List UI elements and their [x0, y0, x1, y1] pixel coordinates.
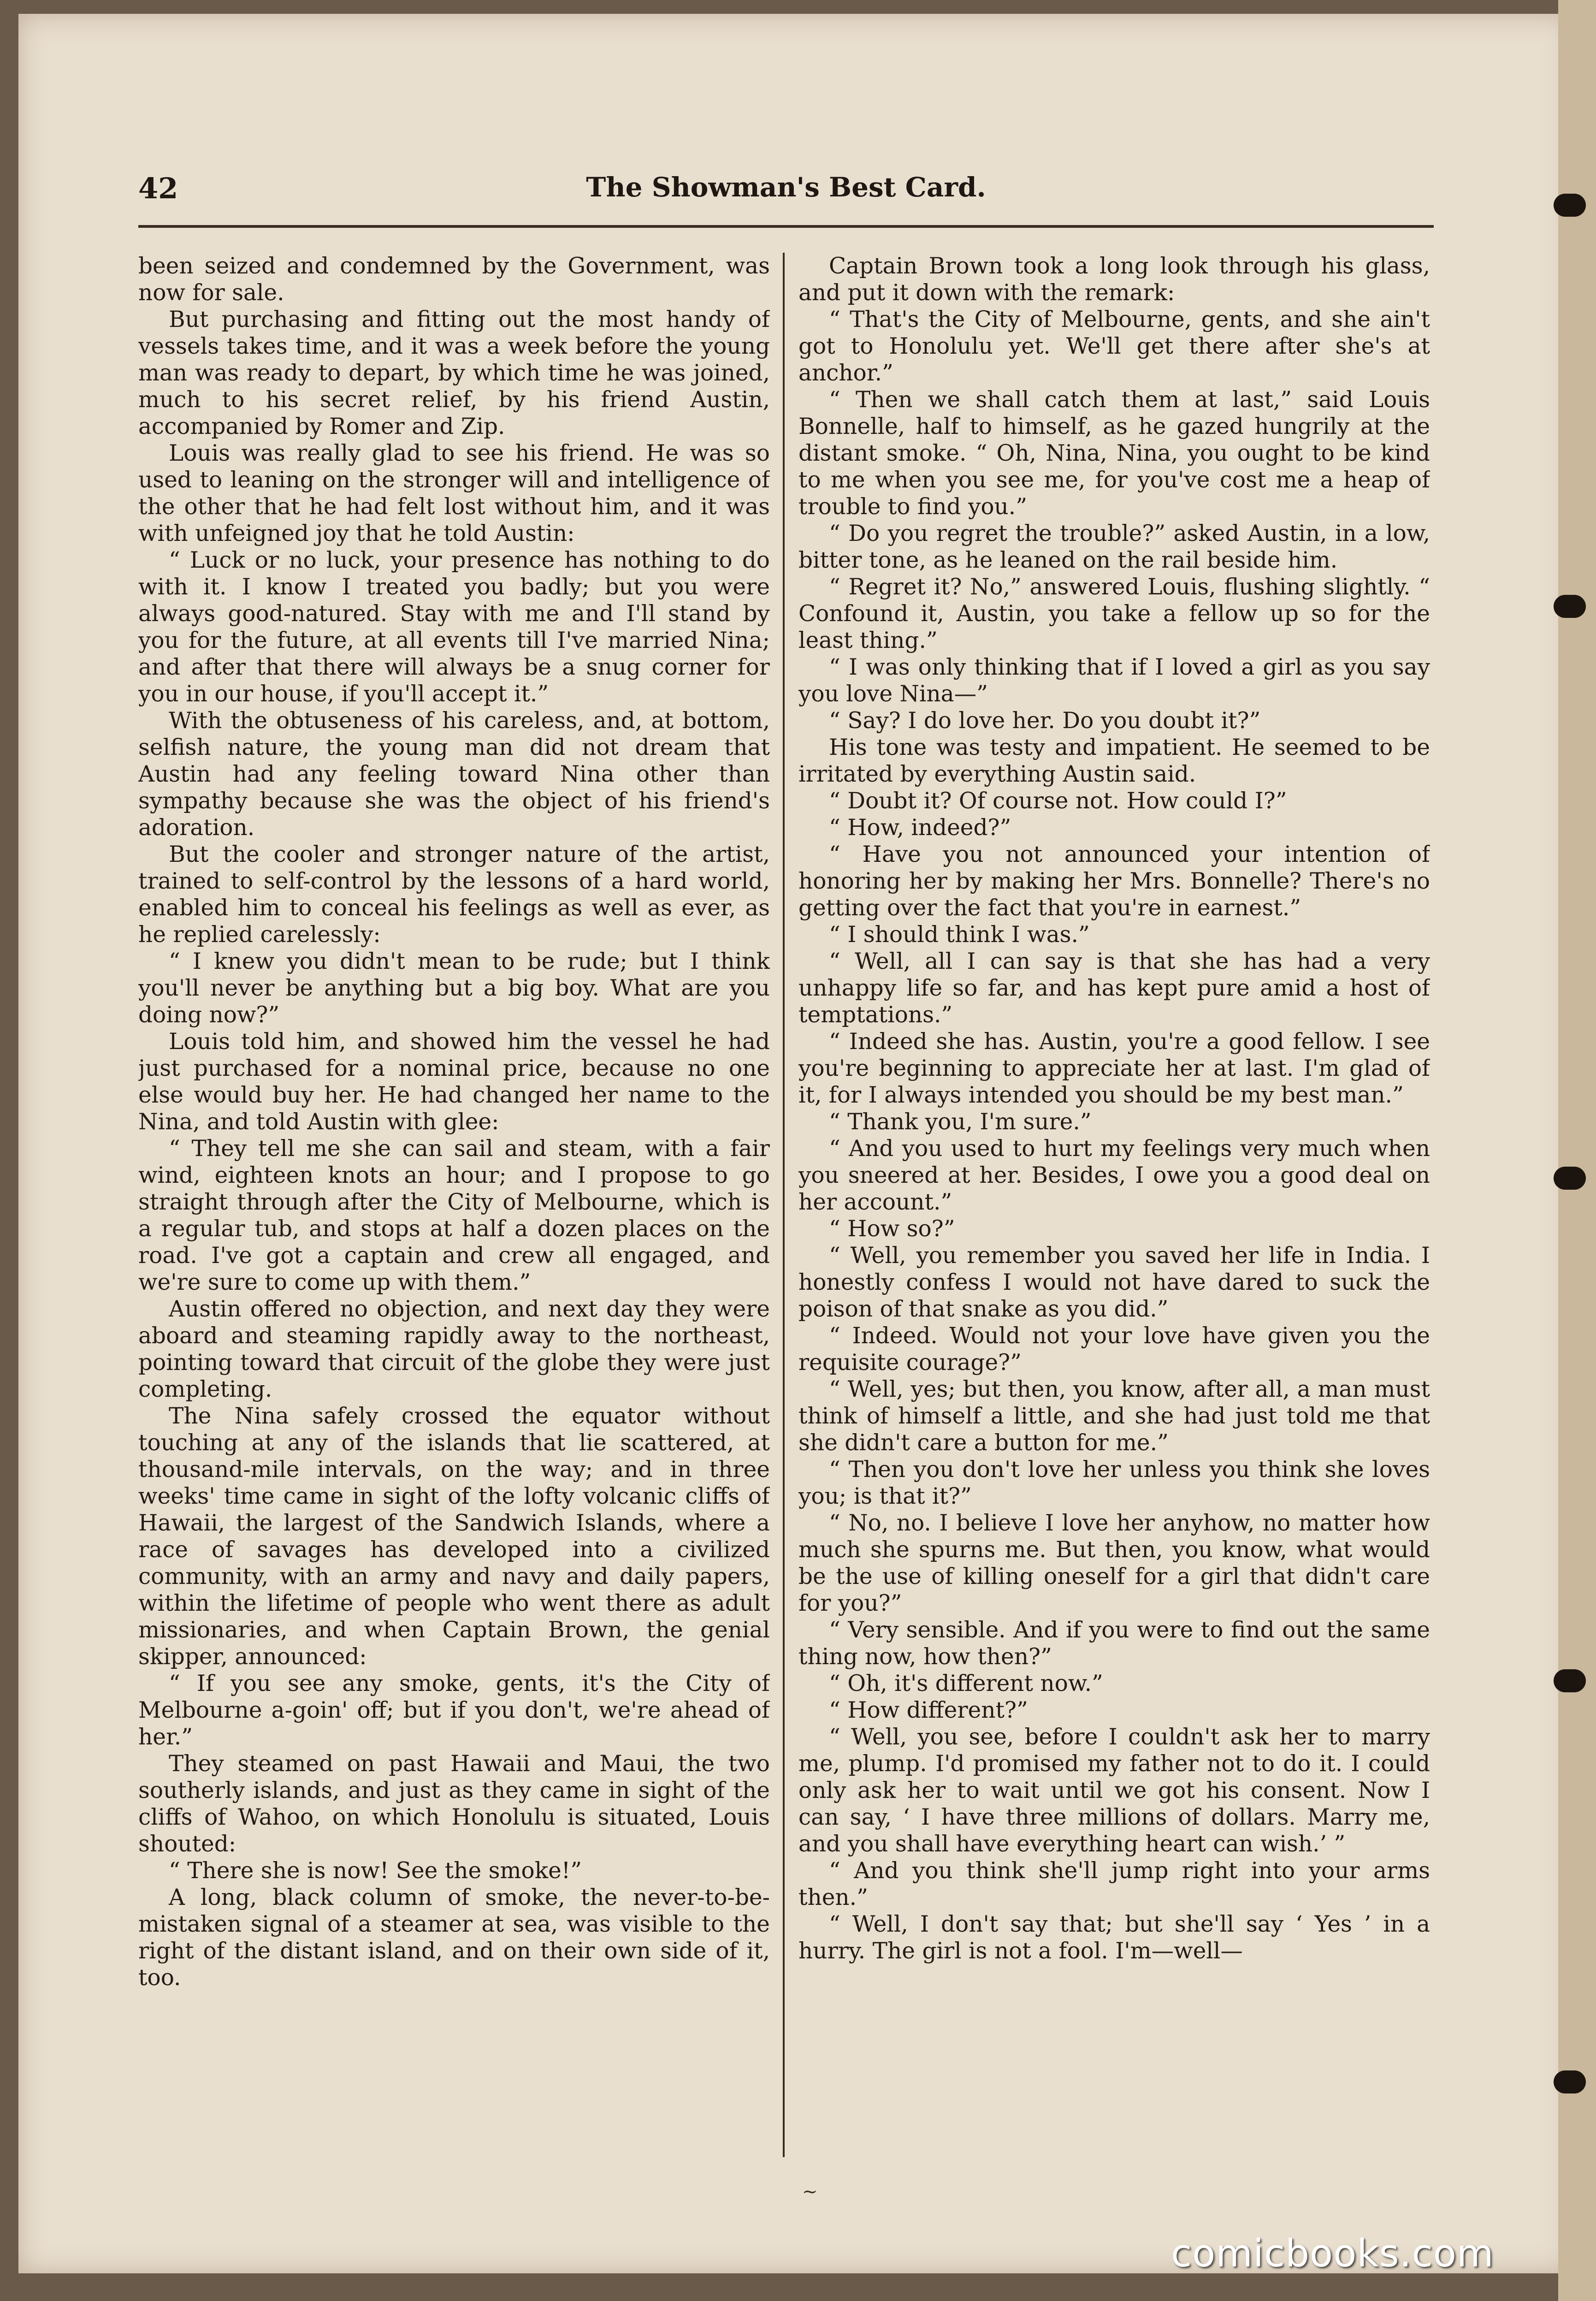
paragraph: “ Oh, it's different now.” — [829, 1671, 1103, 1696]
page-header — [138, 172, 1434, 204]
paragraph: With the obtuseness of his careless, and, at bottom, selfish nature, the young man did not dream that Austin had any feeling toward Nina other than sympathy because she was the object of his friend's adoration. — [138, 708, 770, 841]
paragraph: “ I was only thinking that if I loved a girl as you say you love Nina—” — [798, 654, 1430, 707]
text-column-left — [138, 253, 770, 2157]
paragraph: “ And you think she'll jump right into your arms then.” — [798, 1858, 1430, 1910]
paragraph: “ Thank you, I'm sure.” — [829, 1109, 1092, 1135]
page-number: 42 — [138, 172, 178, 205]
paragraph: Captain Brown took a long look through his glass, and put it down with the remark: — [798, 253, 1430, 306]
paragraph: “ I should think I was.” — [829, 922, 1090, 948]
paragraph: They steamed on past Hawaii and Maui, the two southerly islands, and just as they came in sight of the cliffs of Wahoo, on which Honolulu is situated, Louis shouted: — [138, 1751, 770, 1857]
paragraph: “ Well, you see, before I couldn't ask her to marry me, plump. I'd promised my father not to do it. I could only ask her to wait until we got his consent. Now I can say, ‘ I have three millions of dollars. Marry me, and you shall have everything heart can wish.’ ” — [798, 1724, 1430, 1857]
paragraph: “ I knew you didn't mean to be rude; but I think you'll never be anything but a big boy. What are you doing now?” — [138, 949, 770, 1028]
running-title: The Showman's Best Card. — [586, 172, 986, 203]
paragraph: The Nina safely crossed the equator without touching at any of the islands that lie scattered, at thousand-mile intervals, on the way; and in three weeks' time came in sight of the lofty volcanic cliffs of Hawaii, the largest of the Sandwich Islands, where a race of savages has developed into a civilized community, with an army and navy and daily papers, within the lifetime of people who went there as adult missionaries, and when Captain Brown, the genial skipper, announced: — [138, 1403, 770, 1670]
paragraph: “ There she is now! See the smoke!” — [169, 1858, 582, 1884]
paragraph: “ That's the City of Melbourne, gents, and she ain't got to Honolulu yet. We'll get there after she's at anchor.” — [798, 307, 1430, 386]
paragraph: “ Well, yes; but then, you know, after all, a man must think of himself a little, and she had just told me that she didn't care a button for me.” — [798, 1376, 1430, 1456]
paragraph: “ How different?” — [829, 1697, 1028, 1723]
paragraph: “ Then you don't love her unless you think she loves you; is that it?” — [798, 1457, 1430, 1509]
text-column-right — [798, 253, 1430, 2157]
paragraph: But purchasing and fitting out the most handy of vessels takes time, and it was a week before the young man was ready to depart, by which time he was joined, much to his secret relief, by his friend Austin, accompanied by Romer and Zip. — [138, 307, 770, 439]
paragraph: Louis was really glad to see his friend. He was so used to leaning on the stronger will and intelligence of the other that he had felt lost without him, and it was with unfeigned joy that he told Austin: — [138, 440, 770, 546]
paragraph: “ Well, I don't say that; but she'll say ‘ Yes ’ in a hurry. The girl is not a fool. I'm—well— — [798, 1911, 1430, 1964]
paragraph: “ Doubt it? Of course not. How could I?” — [829, 788, 1287, 814]
paragraph: “ Have you not announced your intention of honoring her by making her Mrs. Bonnelle? There's no getting over the fact that you're in earnest.” — [798, 842, 1430, 921]
column-divider — [783, 253, 785, 2157]
paragraph: “ Do you regret the trouble?” asked Austin, in a low, bitter tone, as he leaned on the rail beside him. — [798, 521, 1430, 573]
footer-mark: ~ — [802, 2181, 818, 2202]
paragraph: But the cooler and stronger nature of the artist, trained to self-control by the lessons of a hard world, enabled him to conceal his feelings as well as ever, as he replied carelessly: — [138, 842, 770, 948]
paragraph: His tone was testy and impatient. He seemed to be irritated by everything Austin said. — [798, 735, 1430, 787]
binding-hole — [1554, 2070, 1586, 2093]
watermark: comicbooks.com — [1171, 2232, 1494, 2276]
paragraph: Austin offered no objection, and next day they were aboard and steaming rapidly away to the northeast, pointing toward that circuit of the globe they were just completing. — [138, 1296, 770, 1402]
binding-hole — [1554, 1669, 1586, 1692]
binding-hole — [1554, 1167, 1586, 1190]
paragraph: “ How, indeed?” — [829, 815, 1011, 841]
paragraph: “ Luck or no luck, your presence has nothing to do with it. I know I treated you badly; but you were always good-natured. Stay with me and I'll stand by you for the future, at all events till I've married Nina; and after that there will always be a snug corner for you in our house, if you'll accept it.” — [138, 547, 770, 707]
paragraph: “ They tell me she can sail and steam, with a fair wind, eighteen knots an hour; and I propose to go straight through after the City of Melbourne, which is a regular tub, and stops at half a dozen places on the road. I've got a captain and crew all engaged, and we're sure to come up with them.” — [138, 1136, 770, 1295]
binding-hole — [1554, 595, 1586, 618]
paragraph: “ Very sensible. And if you were to find out the same thing now, how then?” — [798, 1617, 1430, 1670]
adjacent-page-edge — [1558, 0, 1596, 2301]
paragraph: “ Then we shall catch them at last,” said Louis Bonnelle, half to himself, as he gazed hungrily at the distant smoke. “ Oh, Nina, Nina, you ought to be kind to me when you see me, for you've cost me a heap of trouble to find you.” — [798, 387, 1430, 520]
paragraph: “ How so?” — [829, 1216, 955, 1242]
paragraph: A long, black column of smoke, the never-to-be-mistaken signal of a steamer at sea, was visible to the right of the distant island, and on their own side of it, too. — [138, 1885, 770, 1991]
paragraph: “ If you see any smoke, gents, it's the City of Melbourne a-goin' off; but if you don't, we're ahead of her.” — [138, 1671, 770, 1750]
paragraph: “ Regret it? No,” answered Louis, flushing slightly. “ Confound it, Austin, you take a fellow up so for the least thing.” — [798, 574, 1430, 653]
paragraph: “ Say? I do love her. Do you doubt it?” — [829, 708, 1261, 734]
paragraph: “ And you used to hurt my feelings very much when you sneered at her. Besides, I owe you a good deal on her account.” — [798, 1136, 1430, 1215]
paragraph: “ Well, all I can say is that she has had a very unhappy life so far, and has kept pure amid a host of temptations.” — [798, 949, 1430, 1028]
paragraph: “ No, no. I believe I love her anyhow, no matter how much she spurns me. But then, you know, what would be the use of killing oneself for a girl that didn't care for you?” — [798, 1510, 1430, 1616]
paragraph: “ Well, you remember you saved her life in India. I honestly confess I would not have dared to suck the poison of that snake as you did.” — [798, 1243, 1430, 1322]
paragraph: “ Indeed. Would not your love have given you the requisite courage?” — [798, 1323, 1430, 1376]
binding-hole — [1554, 194, 1586, 217]
paragraph: Louis told him, and showed him the vessel he had just purchased for a nominal price, because no one else would buy her. He had changed her name to the Nina, and told Austin with glee: — [138, 1029, 770, 1135]
header-rule — [138, 225, 1434, 228]
paragraph: been seized and condemned by the Government, was now for sale. — [138, 253, 770, 306]
paragraph: “ Indeed she has. Austin, you're a good fellow. I see you're beginning to appreciate her at last. I'm glad of it, for I always intended you should be my best man.” — [798, 1029, 1430, 1108]
